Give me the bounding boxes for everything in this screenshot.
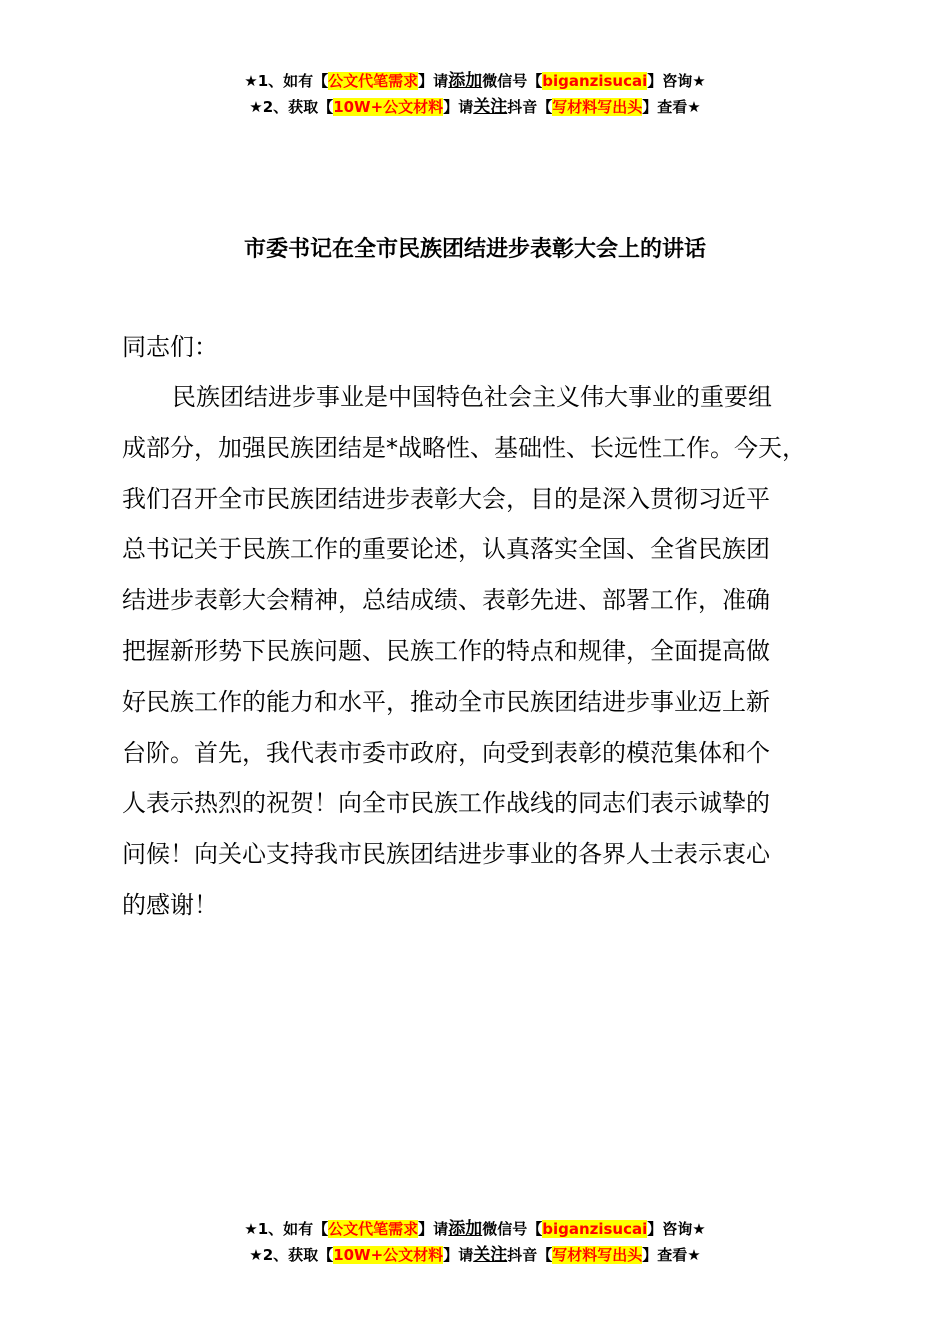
banner-text: 】查看★ (642, 1246, 701, 1264)
banner-text: 】请 (443, 1246, 474, 1264)
banner-text: 】请 (418, 1220, 449, 1238)
body-line: 结进步表彰大会精神，总结成绩、表彰先进、部署工作，准确 (122, 586, 770, 615)
banner-text: ★2、获取【 (249, 1246, 334, 1264)
banner-text: 】请 (443, 98, 474, 116)
banner-line-2 (0, 94, 950, 120)
banner-text: 】请 (418, 72, 449, 90)
banner-wechat-id: biganzisucai (542, 72, 648, 90)
body-line: 我们召开全市民族团结进步表彰大会，目的是深入贯彻习近平 (122, 484, 770, 513)
banner-wechat-id: biganzisucai (542, 1220, 648, 1238)
banner-highlight: 10W+公文材料 (333, 98, 444, 116)
banner-highlight: 10W+公文材料 (333, 1246, 444, 1264)
body-line: 台阶。首先，我代表市委市政府，向受到表彰的模范集体和个 (122, 738, 770, 767)
banner-text: ★1、如有【 (244, 72, 329, 90)
banner-highlight: 公文代笔需求 (328, 1220, 419, 1238)
banner-text: 抖音【 (507, 1246, 553, 1264)
banner-text: ★1、如有【 (244, 1220, 329, 1238)
body-line: 人表示热烈的祝贺！向全市民族工作战线的同志们表示诚挚的 (122, 789, 770, 818)
banner-highlight: 公文代笔需求 (328, 72, 419, 90)
body-line: 好民族工作的能力和水平，推动全市民族团结进步事业迈上新 (122, 687, 770, 716)
banner-douyin-id: 写材料写出头 (552, 1246, 643, 1264)
banner-line-1 (0, 1216, 950, 1242)
banner-underlined: 添加 (448, 1219, 483, 1239)
body-line: 民族团结进步事业是中国特色社会主义伟大事业的重要组 (172, 383, 772, 411)
banner-line-2 (0, 1242, 950, 1268)
banner-text: 】咨询★ (647, 72, 706, 90)
banner-underlined: 关注 (473, 97, 508, 117)
footer-banner (0, 1216, 950, 1268)
header-banner (0, 68, 950, 120)
body-line: 把握新形势下民族问题、民族工作的特点和规律，全面提高做 (122, 636, 770, 665)
body-line: 成部分，加强民族团结是*战略性、基础性、长远性工作。今天， (122, 433, 806, 462)
banner-text: 抖音【 (507, 98, 553, 116)
body-line: 的感谢！ (122, 890, 218, 919)
document-title: 市委书记在全市民族团结进步表彰大会上的讲话 (243, 237, 706, 262)
body-paragraph (122, 372, 832, 931)
banner-douyin-id: 写材料写出头 (552, 98, 643, 116)
banner-text: 】咨询★ (647, 1220, 706, 1238)
banner-line-1 (0, 68, 950, 94)
body-line: 总书记关于民族工作的重要论述，认真落实全国、全省民族团 (122, 535, 770, 564)
banner-underlined: 添加 (448, 71, 483, 91)
banner-text: 】查看★ (642, 98, 701, 116)
banner-text: 微信号【 (482, 72, 543, 90)
banner-text: ★2、获取【 (249, 98, 334, 116)
banner-text: 微信号【 (482, 1220, 543, 1238)
banner-underlined: 关注 (473, 1245, 508, 1265)
body-line: 问候！向关心支持我市民族团结进步事业的各界人士表示衷心 (122, 840, 770, 869)
salutation: 同志们： (122, 333, 218, 361)
